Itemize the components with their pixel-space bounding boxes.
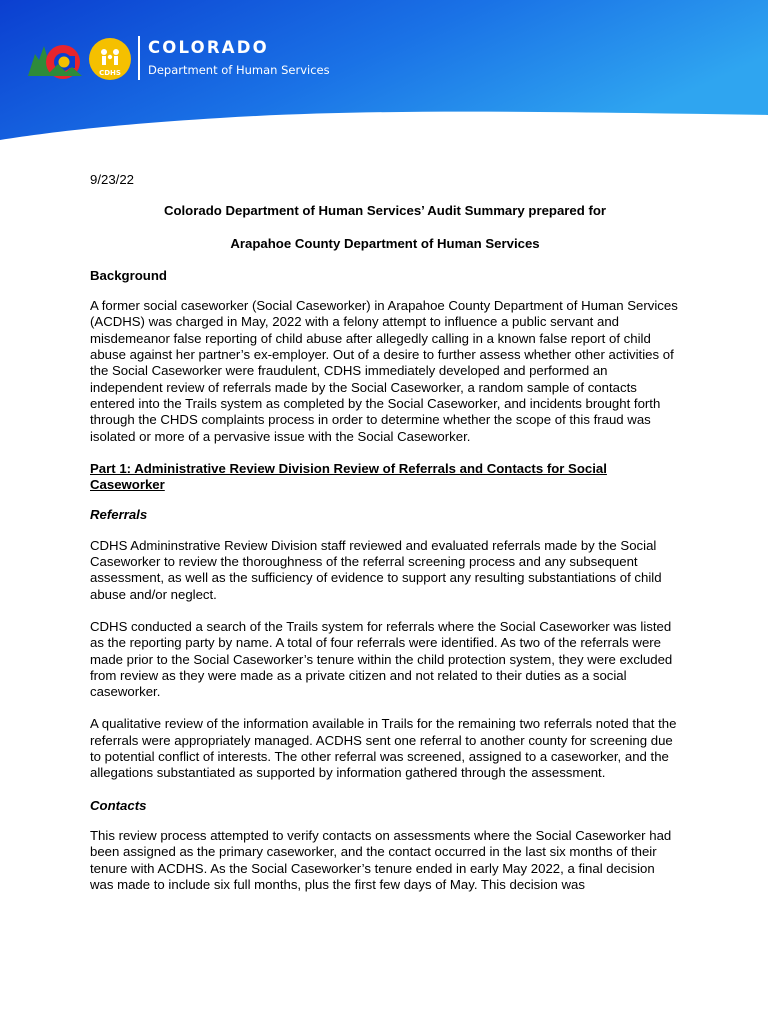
background-paragraph: A former social caseworker (Social Caseworker) in Arapahoe County Department of Human Services (ACDHS) was charged in May, 2022 with a felony attempt to influence a public servant and misdemeanor false reporting of child abuse after allegedly calling in a known false report of child abuse against her partner’s ex-employer. Out of a desire to further assess whether other activities of the Social Caseworker were fraudulent, CDHS immediately developed and performed an independent review of referrals made by the Social Caseworker, a random sample of contacts entered into the Trails system as completed by the Social Caseworker, and incidents brought forth through the CHDS complaints process in order to determine whether the scope of this fraud was isolated or more of a pervasive issue with the Social Caseworker. (90, 298, 678, 444)
state-name: COLORADO (148, 38, 269, 57)
header-banner (0, 0, 768, 150)
colorado-logo-icon (26, 34, 144, 84)
document-date: 9/23/22 (90, 172, 134, 187)
part1-heading: Part 1: Administrative Review Division Review of Referrals and Contacts for Social Caseworker (90, 460, 607, 493)
document-title-line-1: Colorado Department of Human Services’ Audit Summary prepared for (163, 203, 607, 219)
document-title-line-2: Arapahoe County Department of Human Services (230, 235, 540, 251)
referrals-paragraph-2: CDHS conducted a search of the Trails system for referrals where the Social Caseworker was listed as the reporting party by name. A total of four referrals were identified. As two of the referrals were made prior to the Social Caseworker’s tenure within the child protection system, they were excluded from review as they were made as a private citizen and not related to their duties as a social caseworker. (90, 618, 673, 700)
referrals-paragraph-1: CDHS Admininstrative Review Division staff reviewed and evaluated referrals made by the Social Caseworker to review the thoroughness of the referral screening process and any subsequent assessment, as well as the sufficiency of evidence to support any resulting substantiations of child abuse and/or neglect. (90, 537, 662, 602)
contacts-paragraph: This review process attempted to verify contacts on assessments where the Social Caseworker had been assigned as the primary caseworker, and the contact occurred in the last six months of their tenure with ACDHS. As the Social Caseworker’s tenure ended in early May 2022, a final decision was made to include six full months, plus the first few days of May. This decision was (90, 827, 672, 892)
cdhs-badge-text: CDHS (99, 69, 121, 77)
referrals-heading: Referrals (90, 507, 148, 523)
document-body (90, 172, 680, 909)
referrals-paragraph-3: A qualitative review of the information available in Trails for the remaining two referrals noted that the referrals were appropriately managed. ACDHS sent one referral to another county for screening due to potential conflict of interests. The other referral was screened, assigned to a caseworker, and the allegations substantiated as supported by information gathered through the assessment. (90, 716, 677, 781)
contacts-heading: Contacts (90, 797, 147, 813)
logo-divider (138, 36, 140, 80)
background-heading: Background (90, 267, 167, 283)
department-name: Department of Human Services (148, 63, 330, 77)
